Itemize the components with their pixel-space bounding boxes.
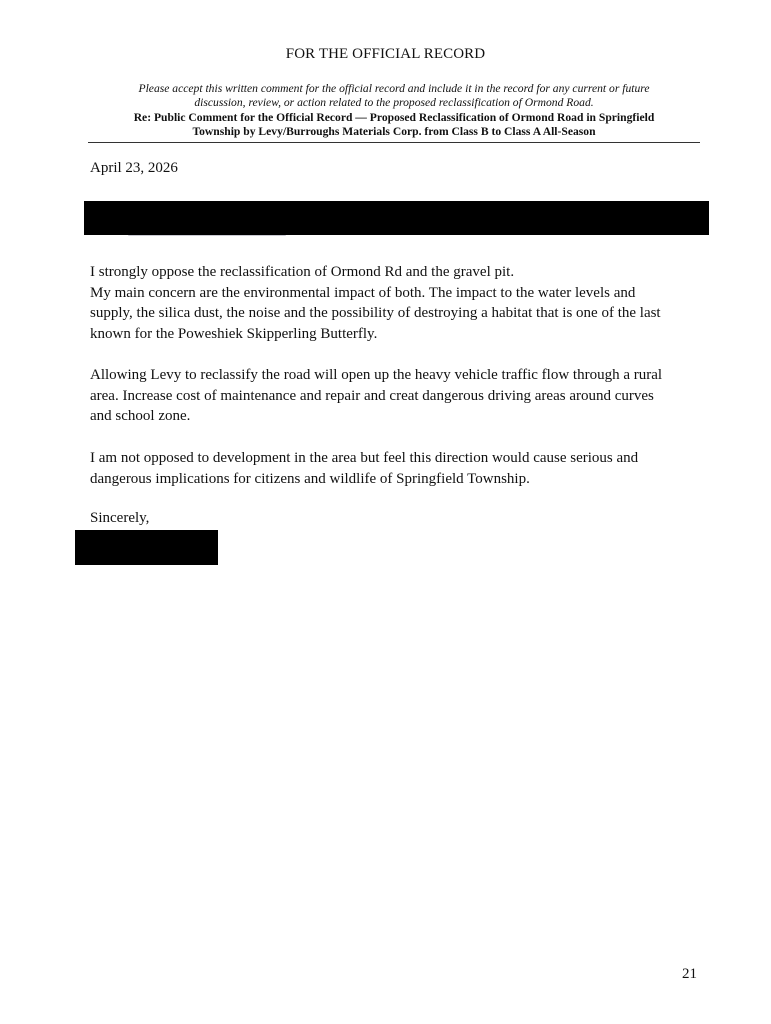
paragraph-line: I strongly oppose the reclassification of Ormond Rd and the gravel pit. [90, 264, 515, 280]
redaction-bar-contact [84, 201, 709, 235]
paragraph-line: area. Increase cost of maintenance and repair and creat dangerous driving areas around curves [90, 387, 654, 404]
subject-line [88, 111, 700, 139]
subject-line-text: Re: Public Comment for the Official Record — Proposed Reclassification of Ormond Road in Springfield [133, 111, 655, 124]
letter-paragraph [90, 365, 700, 427]
paragraph-line: dangerous implications for citizens and wildlife of Springfield Township. [90, 470, 530, 487]
page-number: 21 [682, 966, 697, 982]
letter-paragraph [90, 262, 700, 345]
letter-paragraph [90, 448, 700, 489]
record-request-note-line: Please accept this written comment for the official record and include it in the record for any current or future [138, 82, 650, 95]
paragraph-line: supply, the silica dust, the noise and the possibility of destroying a habitat that is one of the last [90, 305, 661, 322]
paragraph-line: Allowing Levy to reclassify the road will open up the heavy vehicle traffic flow through a rural [90, 367, 663, 383]
record-request-note-line: discussion, review, or action related to the proposed reclassification of Ormond Road. [194, 96, 594, 109]
record-request-note [88, 82, 700, 110]
paragraph-line: My main concern are the environmental impact of both. The impact to the water levels and [90, 284, 636, 301]
redaction-bar-signature [75, 530, 218, 565]
paragraph-line: known for the Poweshiek Skipperling Butterfly. [90, 326, 378, 343]
paragraph-line: and school zone. [90, 408, 191, 425]
document-title: FOR THE OFFICIAL RECORD [285, 46, 486, 62]
letter-closing: Sincerely, [90, 510, 150, 526]
header-divider [88, 142, 700, 143]
letter-date: April 23, 2026 [90, 160, 178, 176]
paragraph-line: I am not opposed to development in the area but feel this direction would cause serious and [90, 450, 639, 466]
subject-line-text: Township by Levy/Burroughs Materials Corp. from Class B to Class A All-Season [192, 125, 596, 138]
